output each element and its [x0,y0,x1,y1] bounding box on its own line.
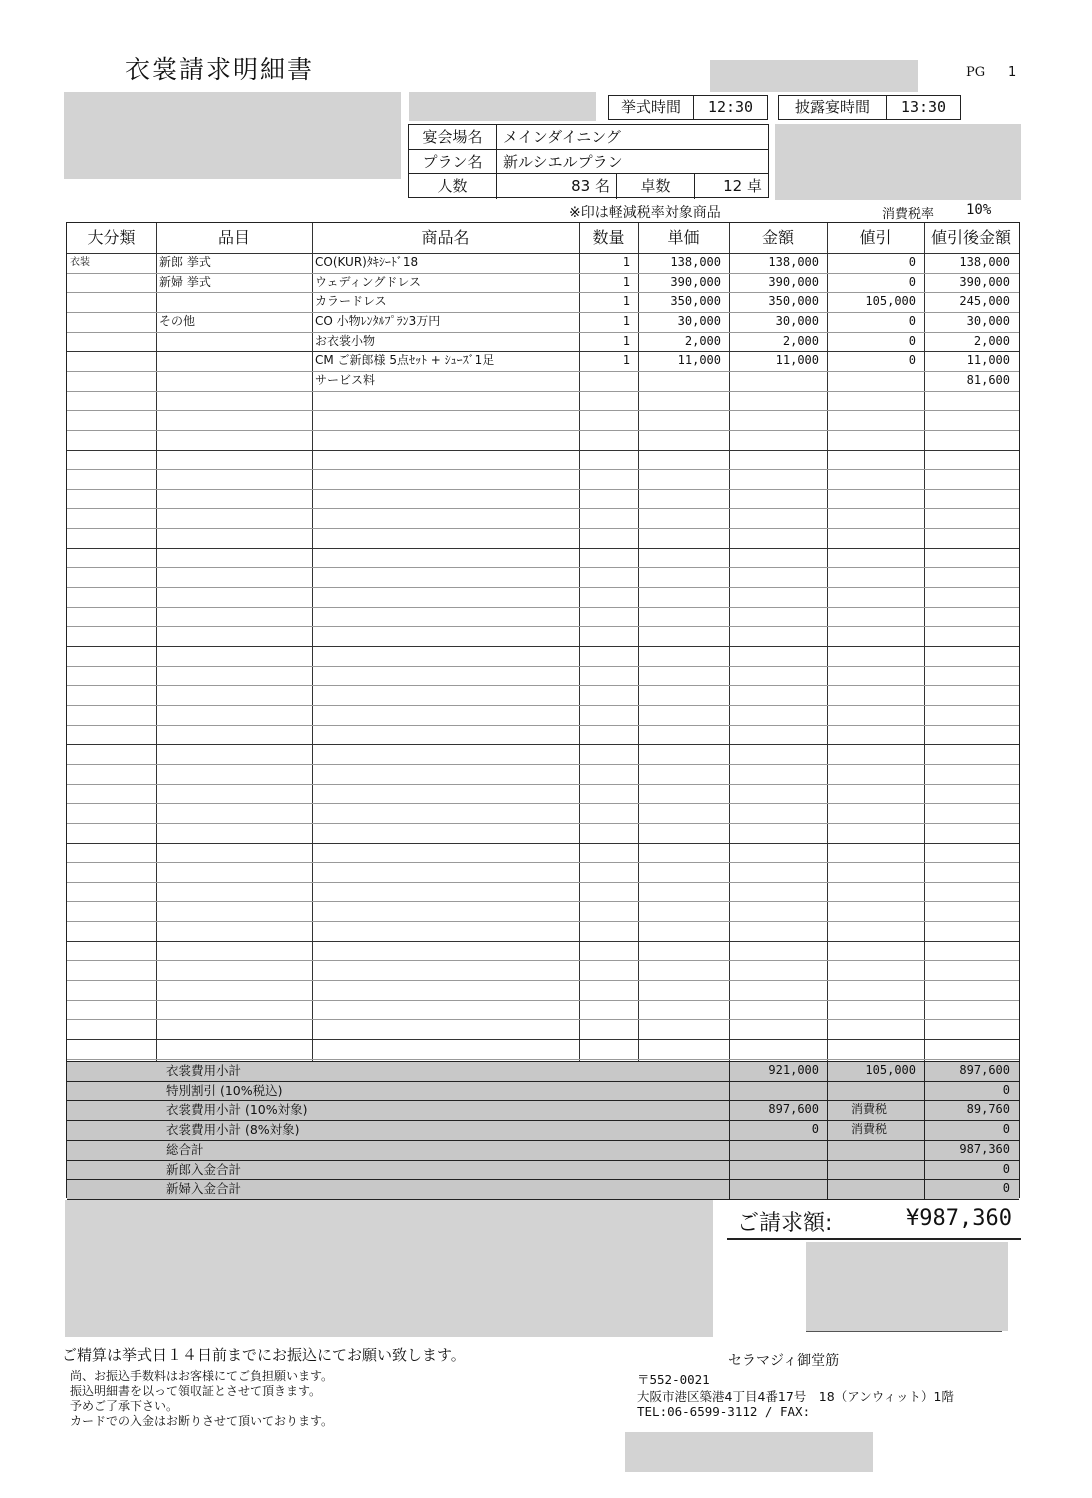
table-cell: 30,000 [677,313,721,328]
table-cell: 390,000 [959,274,1010,289]
table-cell: 0 [908,333,916,348]
summary-label: 新婦入金合計 [166,1181,242,1197]
table-cell: 30,000 [775,313,819,328]
table-cell: ウェディングドレス [315,274,421,289]
table-cell: サービス料 [315,372,376,387]
ceremony-time-value: 12:30 [707,98,754,116]
table-cell: 11,000 [966,353,1010,368]
table-cell: CO 小物ﾚﾝﾀﾙﾌﾟﾗﾝ3万円 [315,313,441,328]
row-divider [67,1000,1019,1001]
page-label: PG [966,65,986,80]
guests-label: 人数 [409,174,497,199]
postal-code: 〒552-0021 [637,1372,710,1387]
column-header: 大分類 [87,228,136,247]
reduced-tax-note: ※印は軽減税率対象商品 [569,205,721,221]
row-divider [67,744,1019,745]
shop-name: セラマジィ御堂筋 [728,1353,840,1369]
event-info-box [408,124,769,198]
row-divider [67,764,1019,765]
table-cell: その他 [159,313,196,328]
table-cell: 11,000 [677,353,721,368]
redacted-block [625,1432,873,1472]
row-divider [67,567,1019,568]
summary-divider [67,1140,1019,1141]
table-cell: 105,000 [865,294,916,309]
redacted-block [409,92,596,121]
payment-subnote: 予めご了承下さい。 [70,1399,179,1413]
table-cell: 138,000 [959,255,1010,269]
document-title: 衣裳請求明細書 [125,55,315,84]
tables-label: 卓数 [617,174,695,199]
table-cell: CO(KUR)ﾀｷｼｰﾄﾞ18 [315,255,419,269]
payment-subnote: カードでの入金はお断りさせて頂いております。 [70,1414,334,1428]
row-divider [67,508,1019,509]
summary-value: 0 [1002,1082,1010,1097]
stamp-line [806,1331,1002,1332]
summary-value: 89,760 [966,1102,1010,1117]
summary-value: 921,000 [768,1063,819,1077]
row-divider [67,725,1019,726]
reception-time-value: 13:30 [900,98,947,116]
row-divider [67,960,1019,961]
summary-label: 衣裳費用小計 (8%対象) [166,1122,300,1138]
invoice-table [66,222,1020,1198]
row-divider [67,666,1019,667]
table-cell: 2,000 [782,333,819,348]
row-divider [67,646,1019,647]
summary-value: 消費税 [851,1102,888,1117]
summary-label: 総合計 [166,1141,204,1157]
column-divider [156,223,157,1061]
summary-label: 衣裳費用小計 [166,1063,242,1078]
row-divider [67,1019,1019,1020]
table-cell: 0 [908,274,916,289]
plan-label: プラン名 [409,150,497,174]
summary-value: 0 [1002,1181,1010,1196]
column-header: 数量 [592,228,625,247]
reception-time-box [778,95,961,120]
column-header: 金額 [761,228,794,247]
table-cell: お衣裳小物 [315,333,376,348]
venue-label: 宴会場名 [409,125,497,149]
table-cell: 衣装 [70,257,90,268]
summary-value: 0 [811,1122,819,1137]
summary-value: 987,360 [959,1141,1010,1156]
table-cell: 0 [908,313,916,328]
table-cell: 1 [622,313,630,328]
tables-value: 12 卓 [723,177,762,195]
row-divider [67,862,1019,863]
table-cell: 245,000 [959,294,1010,309]
table-cell: 2,000 [684,333,721,348]
row-divider [67,921,1019,922]
table-cell: 350,000 [670,294,721,309]
payment-subnote: 尚、お振込手数料はお客様にてご負担願います。 [70,1369,334,1383]
table-cell: 1 [622,333,630,348]
table-cell: 0 [908,255,916,269]
redacted-block [65,1200,713,1337]
row-divider [67,705,1019,706]
guests-value: 83 名 [497,174,617,199]
row-divider [67,941,1019,942]
row-divider [67,882,1019,883]
plan-value: 新ルシエルプラン [503,152,623,171]
row-divider [67,430,1019,431]
row-divider [67,548,1019,549]
summary-value: 897,600 [768,1102,819,1117]
row-divider [67,1039,1019,1040]
row-divider [67,587,1019,588]
table-cell: 1 [622,294,630,309]
row-divider [67,528,1019,529]
page-number: 1 [1008,65,1017,80]
table-cell: 11,000 [775,353,819,368]
column-header: 値引後金額 [930,228,1011,247]
claim-label: ご請求額: [737,1211,833,1236]
row-divider [67,901,1019,902]
table-cell: 1 [622,255,630,269]
row-divider [67,1059,1019,1060]
summary-value: 消費税 [851,1122,888,1137]
row-divider [67,980,1019,981]
claim-underline [727,1238,1021,1240]
table-cell: 81,600 [966,372,1010,387]
ceremony-time-label: 挙式時間 [609,96,694,119]
table-cell: 30,000 [966,313,1010,328]
row-divider [67,410,1019,411]
table-cell: 350,000 [768,294,819,309]
summary-value: 0 [1002,1161,1010,1176]
redacted-block [64,92,401,179]
table-cell: 新婦 挙式 [159,274,211,289]
column-header: 商品名 [421,228,470,247]
table-cell: 138,000 [670,255,721,269]
tax-rate-value: 10% [966,202,992,218]
row-divider [67,469,1019,470]
table-cell: 新郎 挙式 [159,255,211,269]
row-divider [67,391,1019,392]
column-header: 値引 [859,228,892,247]
table-cell: 390,000 [768,274,819,289]
row-divider [67,607,1019,608]
table-cell: 1 [622,353,630,368]
row-divider [67,450,1019,451]
venue-value: メインダイニング [503,128,621,146]
table-cell: CM ご新郎様 5点ｾｯﾄ + ｼｭｰｽﾞ1足 [315,353,495,368]
row-divider [67,843,1019,844]
table-cell: 0 [908,353,916,368]
redacted-block [806,1242,1008,1331]
redacted-block [710,60,918,92]
column-header: 単価 [667,228,700,247]
reception-time-label: 披露宴時間 [779,96,887,119]
table-cell: カラードレス [315,294,387,309]
summary-value: 897,600 [959,1063,1010,1077]
payment-note: ご精算は挙式日１４日前までにお振込にてお願い致します。 [62,1346,466,1364]
summary-label: 特別割引 (10%税込) [166,1082,283,1098]
table-cell: 1 [622,274,630,289]
table-cell: 138,000 [768,255,819,269]
table-cell: 390,000 [670,274,721,289]
row-divider [67,784,1019,785]
payment-subnote: 振込明細書を以って領収証とさせて頂きます。 [70,1384,322,1398]
summary-value: 0 [1002,1122,1010,1137]
row-divider [67,685,1019,686]
table-cell: 2,000 [973,333,1010,348]
column-header: 品目 [217,228,250,247]
row-divider [67,626,1019,627]
row-divider [67,803,1019,804]
row-divider [67,489,1019,490]
row-divider [67,823,1019,824]
summary-value: 105,000 [865,1063,916,1077]
summary-label: 新郎入金合計 [166,1161,242,1177]
shop-phone: TEL:06-6599-3112 / FAX: [637,1404,811,1419]
claim-amount: ¥987,360 [906,1206,1012,1231]
ceremony-time-box [608,95,768,120]
redacted-block [775,124,1021,200]
tax-rate-label: 消費税率 [882,207,935,222]
shop-address: 大阪市港区築港4丁目4番17号 18（アンウィット）1階 [637,1389,954,1404]
summary-label: 衣裳費用小計 (10%対象) [166,1102,308,1118]
